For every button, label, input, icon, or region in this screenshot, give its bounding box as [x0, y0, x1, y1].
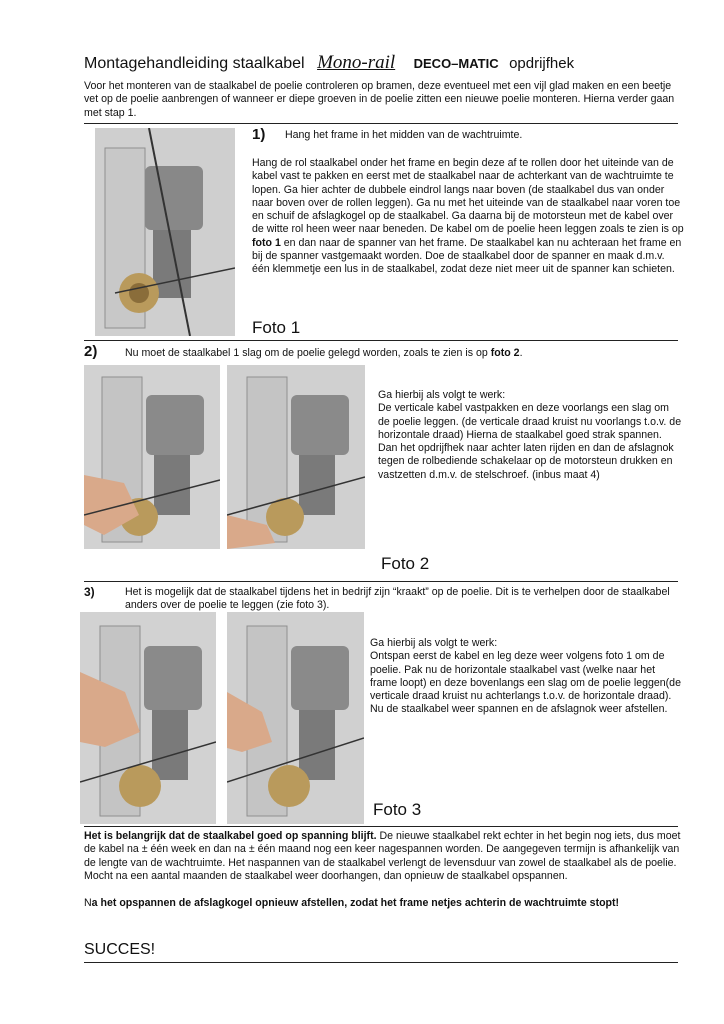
title-brand: Mono-rail: [317, 52, 396, 73]
divider: [84, 340, 678, 341]
step-1-number: 1): [252, 126, 266, 143]
step-2-number: 2): [84, 343, 98, 360]
step-1-lead: Hang het frame in het midden van de wachtruimte.: [285, 129, 523, 141]
photo-2a: [84, 365, 220, 549]
step-2-body: Ga hierbij als volgt te werk: De verticale kabel vastpakken en deze voorlangs een slag om de poelie leggen. (de verticale draad kruist nu voorlangs t.o.v. de horizontale draad) Hierna de staalkabel goed strak spannen. Dan het opdrijfhek naar achter laten rijden en dan de afslagnok tegen de rolbediende schakelaar op de motorsteun drukken en vastzetten d.m.v. de stelschroef. (inbus maat 4): [378, 389, 682, 481]
divider: [84, 581, 678, 582]
photo-1: [95, 128, 235, 336]
title-main: Montagehandleiding staalkabel: [84, 55, 305, 72]
page-title: [84, 52, 574, 74]
intro-paragraph: Voor het monteren van de staalkabel de poelie controleren op bramen, deze eventueel met een vijl glad maken en een beetje vet op de poelie aanbrengen of wanneer er diepe groeven in de poelie zitten een nieuwe poelie monteren. Hierna verder gaan met stap 1.: [84, 80, 675, 119]
step-3-lead: Het is mogelijk dat de staalkabel tijdens het in bedrijf zijn “kraakt” op de poelie. Dit is te verhelpen door de staalkabel anders over de poelie te leggen (zie foto 3).: [125, 586, 670, 612]
divider: [84, 826, 678, 827]
photo-2b: [227, 365, 365, 549]
foto-1-caption: Foto 1: [252, 318, 301, 337]
photo-3a: [80, 612, 216, 824]
title-company: DECO–MATIC: [413, 56, 499, 71]
foto-3-caption: Foto 3: [373, 800, 422, 819]
divider: [84, 123, 678, 124]
step-1-body: Hang de rol staalkabel onder het frame en begin deze af te rollen door het uiteinde van de kabel vast te pakken en eerst met de staalkabel naar de achterkant van de wachtruimte te lopen. Ga hier achter de dubbele eindrol langs naar boven (de staalkabel dus van onder naar boven over de rollen leggen). Ga nu met het uiteinde van de staalkabel naar voren toe en schuif de afslagkogel op de staalkabel. Ga daarna bij de motorsteun met de kabel over de witte rol heen weer naar beneden. De kabel om de poelie heen leggen zoals te zien is op foto 1 en dan naar de spanner van het frame. De staalkabel kan nu achteraan het frame en bij de spanner vastgemaakt worden. Doe de staalkabel door de spanner en maak d.m.v. één klemmetje een lus in de staalkabel, zodat deze niet meer uit de spanner kan schieten.: [252, 157, 684, 276]
step-3-body: Ga hierbij als volgt te werk: Ontspan eerst de kabel en leg deze weer volgens foto 1 om de poelie. Pak nu de horizontale staalkabel vast (welke naar het frame loopt) en deze bovenlangs een slag om de poelie leggen(de verticale draad kruist nu achterlangs t.o.v. de horizontale draad). Nu de staalkabel weer spannen en de afslagnok weer afstellen.: [370, 637, 681, 716]
closing-warning: Na het opspannen de afslagkogel opnieuw afstellen, zodat het frame netjes achterin de wachtruimte stopt!: [84, 897, 620, 909]
title-product: opdrijfhek: [509, 55, 575, 72]
photo-3b: [227, 612, 364, 824]
foto-2-caption: Foto 2: [381, 554, 430, 573]
succes-text: SUCCES!: [84, 941, 156, 958]
closing-paragraph: Het is belangrijk dat de staalkabel goed op spanning blijft. De nieuwe staalkabel rekt echter in het begin nog iets, dus moet de kabel na ± één week en dan na ± één maand nog een keer nagespannen worden. De aangegeven termijn is afhankelijk van de lengte van de wachtruimte. Het naspannen van de staalkabel verlengt de levensduur van zowel de staalkabel als de poelie. Mocht na een aantal maanden de staalkabel weer doorhangen, dan opnieuw de staalkabel opspannen.: [84, 830, 681, 882]
step-2-lead: Nu moet de staalkabel 1 slag om de poelie gelegd worden, zoals te zien is op foto 2.: [125, 347, 523, 359]
divider: [84, 962, 678, 963]
step-3-number: 3): [84, 585, 95, 599]
